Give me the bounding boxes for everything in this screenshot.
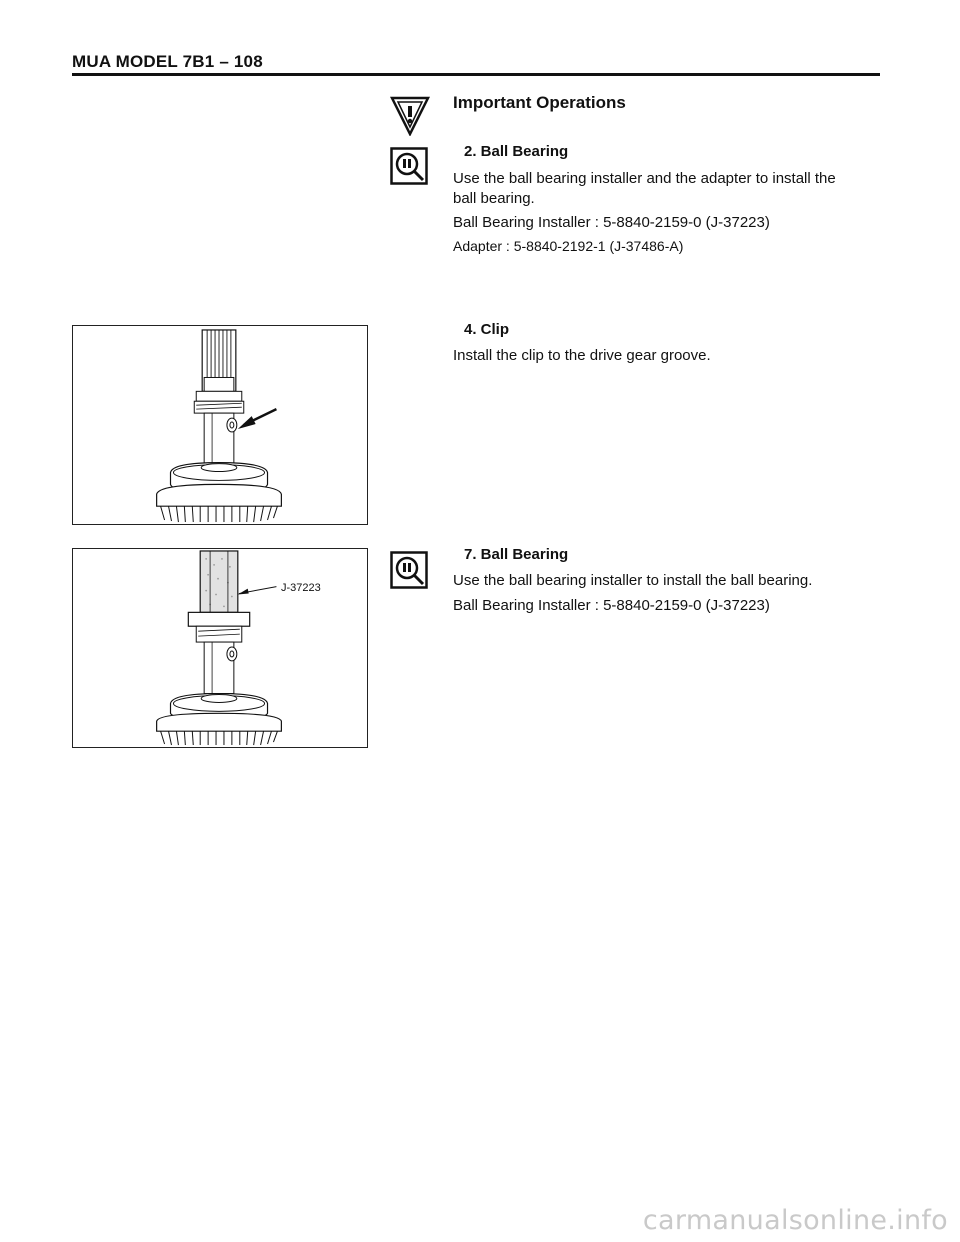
- special-tool-icon: [390, 551, 428, 589]
- watermark-text: carmanualsonline.info: [642, 1205, 948, 1236]
- step-2-text-line-1: Use the ball bearing installer and the adapter to install the: [453, 170, 836, 187]
- step-4-text-line-1: Install the clip to the drive gear groove.: [453, 347, 711, 364]
- step-7-heading: 7. Ball Bearing: [464, 546, 569, 563]
- step-7-text-line-1: Use the ball bearing installer to install the ball bearing.: [453, 572, 813, 589]
- figure-clip-drawing: [73, 326, 367, 524]
- header-rule: [72, 73, 880, 76]
- figure-bearing-installation: [72, 548, 368, 748]
- step-2-text-line-2: ball bearing.: [453, 190, 535, 207]
- step-4-heading: 4. Clip: [464, 321, 510, 338]
- special-tool-icon: [390, 147, 428, 185]
- step-2-heading: 2. Ball Bearing: [464, 143, 569, 160]
- figure-tool-label: J-37223: [281, 582, 321, 594]
- section-title: Important Operations: [453, 93, 626, 112]
- warning-triangle-icon: [390, 96, 430, 136]
- figure-bearing-drawing: [73, 549, 367, 747]
- step-7-installer-spec: Ball Bearing Installer : 5-8840-2159-0 (J-37223): [453, 597, 770, 614]
- step-2-installer-spec: Ball Bearing Installer : 5-8840-2159-0 (J-37223): [453, 214, 770, 231]
- figure-clip-installation: [72, 325, 368, 525]
- step-2-adapter-spec: Adapter : 5-8840-2192-1 (J-37486-A): [453, 238, 684, 254]
- page-header-title: MUA MODEL 7B1 – 108: [72, 52, 263, 71]
